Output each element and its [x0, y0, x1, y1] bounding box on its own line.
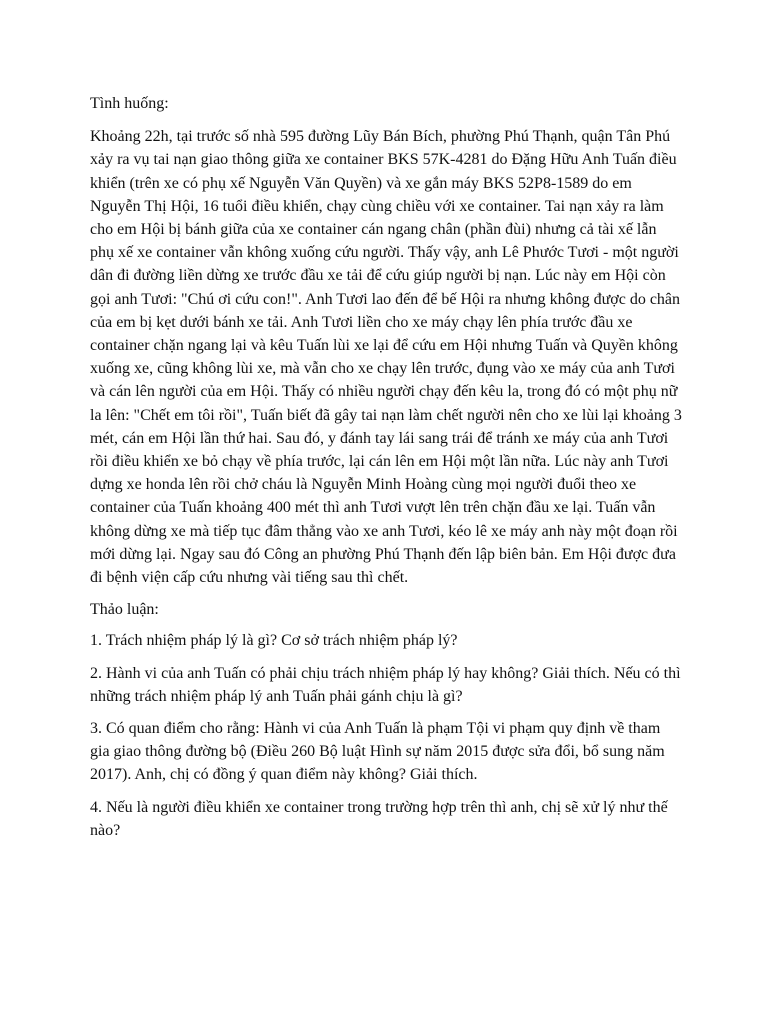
discussion-heading: Thảo luận: [90, 601, 159, 619]
discussion-question-4: 4. Nếu là người điều khiển xe container trong trường hợp trên thì anh, chị sẽ xử lý như thế nào? [90, 798, 668, 839]
situation-heading: Tình huống: [90, 95, 169, 112]
situation-paragraph: Khoảng 22h, tại trước số nhà 595 đường Lũy Bán Bích, phường Phú Thạnh, quận Tân Phú xảy ra vụ tai nạn giao thông giữa xe container BKS 57K-4281 do Đặng Hữu Anh Tuấn điều khiển (trên xe có phụ xế Nguyễn Văn Quyền) và xe gắn máy BKS 52P8-1589 do em Nguyễn Thị Hội, 16 tuổi điều khiển, chạy cùng chiều với xe container. Tai nạn xảy ra làm cho em Hội bị bánh giữa của xe container cán ngang chân (phần đùi) nhưng cả tài xế lẫn phụ xế xe container vẫn không xuống cứu người. Thấy vậy, anh Lê Phước Tươi - một người dân đi đường liền dừng xe trước đầu xe tải để cứu giúp người bị nạn. Lúc này em Hội còn gọi anh Tươi: "Chú ơi cứu con!". Anh Tươi lao đến để bế Hội ra nhưng không được do chân của em bị kẹt dưới bánh xe tải. Anh Tươi liền cho xe máy chạy lên phía trước đầu xe container chặn ngang lại và kêu Tuấn lùi xe lại để cứu em Hội nhưng Tuấn và Quyền không xuống xe, cũng không lùi xe, mà vẫn cho xe chạy lên trước, đụng vào xe máy của anh Tươi và cán lên người của em Hội. Thấy có nhiều người chạy đến kêu la, trong đó có một phụ nữ la lên: "Chết em tôi rồi", Tuấn biết đã gây tai nạn làm chết người nên cho xe lùi lại khoảng 3 mét, cán em Hội lần thứ hai. Sau đó, y đánh tay lái sang trái để tránh xe máy của anh Tươi rồi điều khiển xe bỏ chạy về phía trước, lại cán lên em Hội một lần nữa. Lúc này anh Tươi dựng xe honda lên rồi chở cháu là Nguyễn Minh Hoàng cùng mọi người đuổi theo xe container của Tuấn khoảng 400 mét thì anh Tươi vượt lên trên chặn đầu xe lại. Tuấn vẫn không dừng xe mà tiếp tục đâm thẳng vào xe anh Tươi, kéo lê xe máy anh này một đoạn rồi mới dừng lại. Ngay sau đó Công an phường Phú Thạnh đến lập biên bản. Em Hội được đưa đi bệnh viện cấp cứu nhưng vài tiếng sau thì chết. [90, 128, 682, 587]
document-body [90, 92, 682, 851]
discussion-question-3: 3. Có quan điểm cho rằng: Hành vi của Anh Tuấn là phạm Tội vi phạm quy định về tham gia giao thông đường bộ (Điều 260 Bộ luật Hình sự năm 2015 được sửa đổi, bổ sung năm 2017). Anh, chị có đồng ý quan điểm này không? Giải thích. [90, 720, 665, 784]
discussion-question-2: 2. Hành vi của anh Tuấn có phải chịu trách nhiệm pháp lý hay không? Giải thích. Nếu có thì những trách nhiệm pháp lý anh Tuấn phải gánh chịu là gì? [90, 664, 681, 705]
discussion-question-1: 1. Trách nhiệm pháp lý là gì? Cơ sở trách nhiệm pháp lý? [90, 632, 458, 650]
